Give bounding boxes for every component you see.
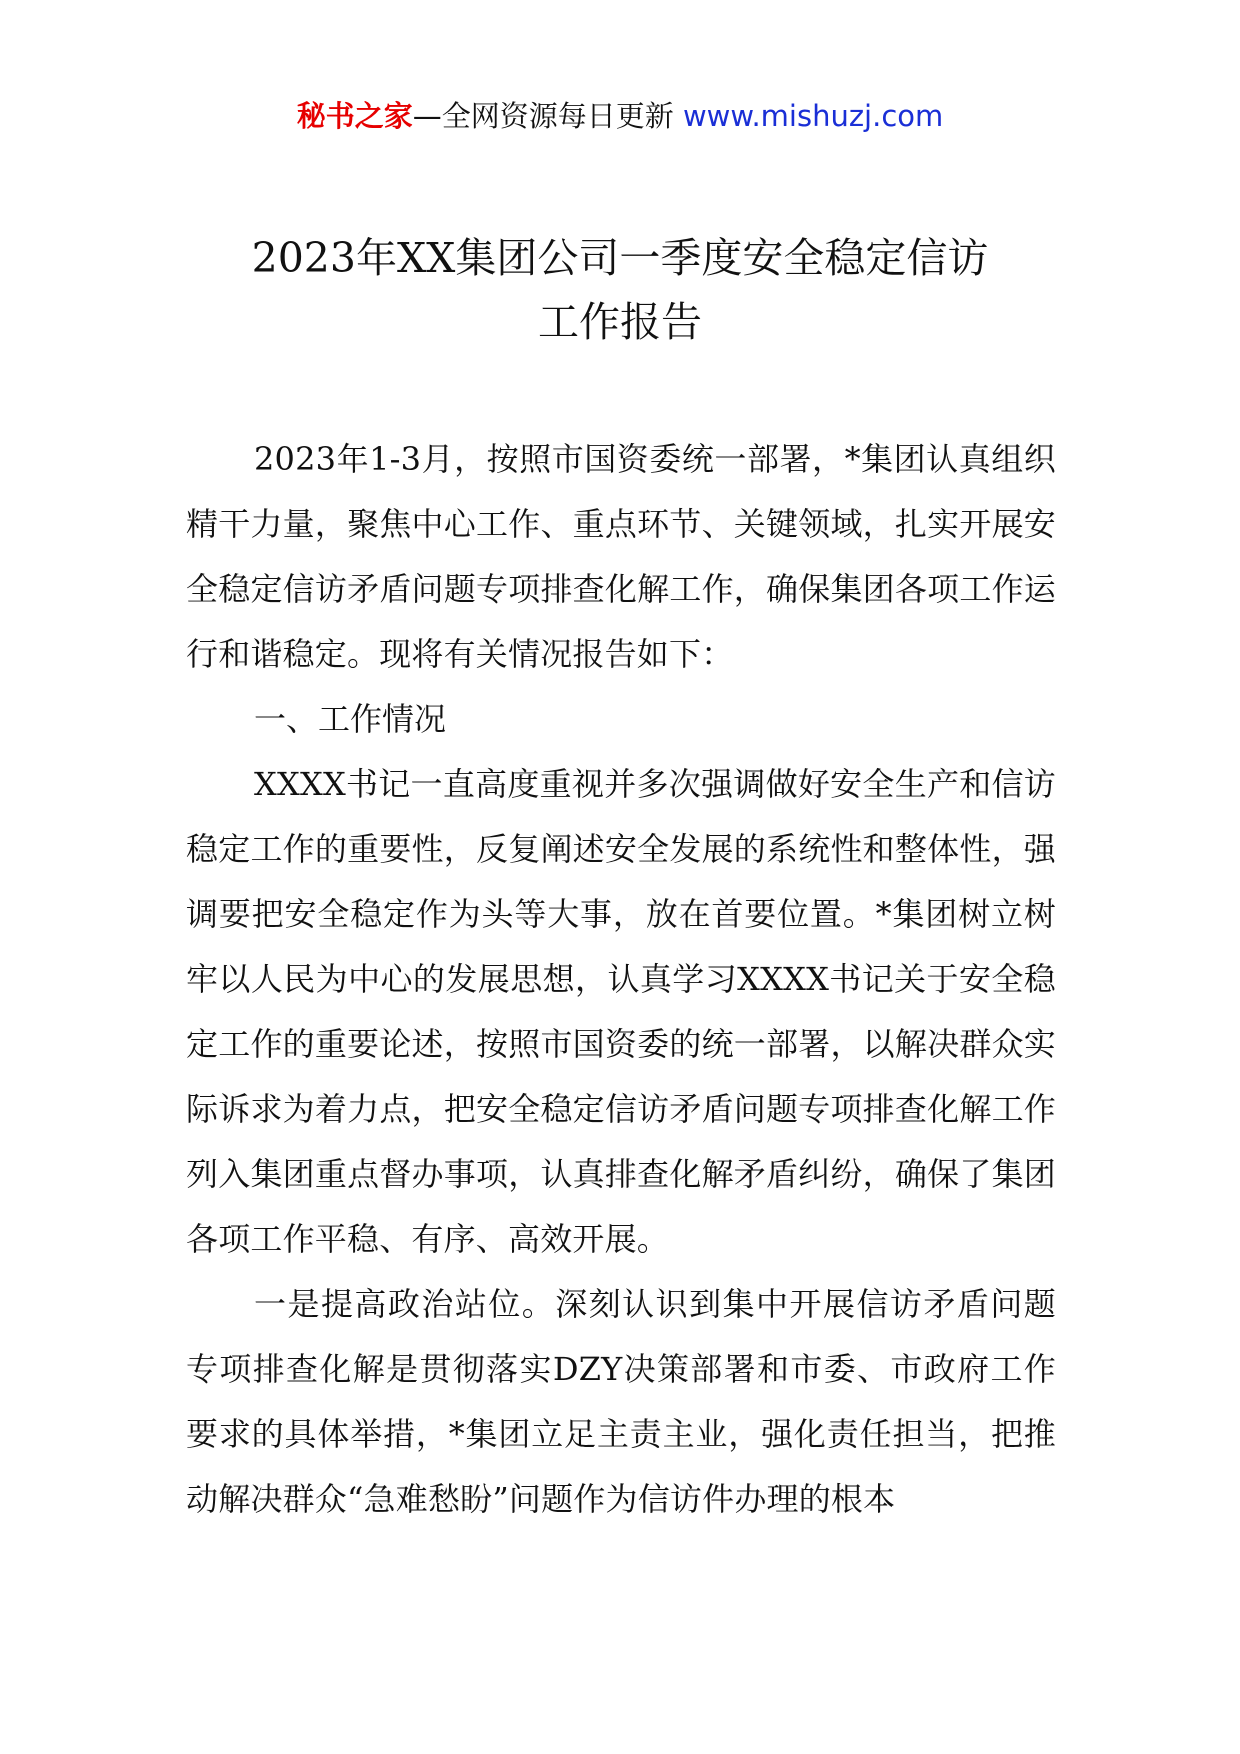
document-body: [186, 427, 1056, 1532]
site-slogan: —全网资源每日更新: [412, 99, 683, 133]
title-line-1: 2023年XX集团公司一季度安全稳定信访: [251, 234, 989, 282]
document-title: [170, 226, 1070, 354]
site-url-link[interactable]: www.mishuzj.com: [682, 99, 944, 133]
site-brand: 秘书之家: [296, 99, 413, 133]
intro-paragraph: 2023年1-3月，按照市国资委统一部署，*集团认真组织精干力量，聚焦中心工作、重点环节、关键领域，扎实开展安全稳定信访矛盾问题专项排查化解工作，确保集团各项工作运行和谐稳定。现将有关情况报告如下：: [186, 440, 1056, 673]
body-paragraph: XXXX书记一直高度重视并多次强调做好安全生产和信访稳定工作的重要性，反复阐述安全发展的系统性和整体性，强调要把安全稳定作为头等大事，放在首要位置。*集团树立树牢以人民为中心的发展思想，认真学习XXXX书记关于安全稳定工作的重要论述，按照市国资委的统一部署，以解决群众实际诉求为着力点，把安全稳定信访矛盾问题专项排查化解工作列入集团重点督办事项，认真排查化解矛盾纠纷，确保了集团各项工作平稳、有序、高效开展。: [186, 765, 1056, 1258]
site-header: [0, 96, 1240, 136]
body-paragraph: 一是提高政治站位。深刻认识到集中开展信访矛盾问题专项排查化解是贯彻落实DZY决策部署和市委、市政府工作要求的具体举措，*集团立足主责主业，强化责任担当，把推动解决群众“急难愁盼”问题作为信访件办理的根本: [186, 1285, 1056, 1518]
section-heading: 一、工作情况: [254, 700, 447, 738]
title-line-2: 工作报告: [538, 298, 702, 346]
